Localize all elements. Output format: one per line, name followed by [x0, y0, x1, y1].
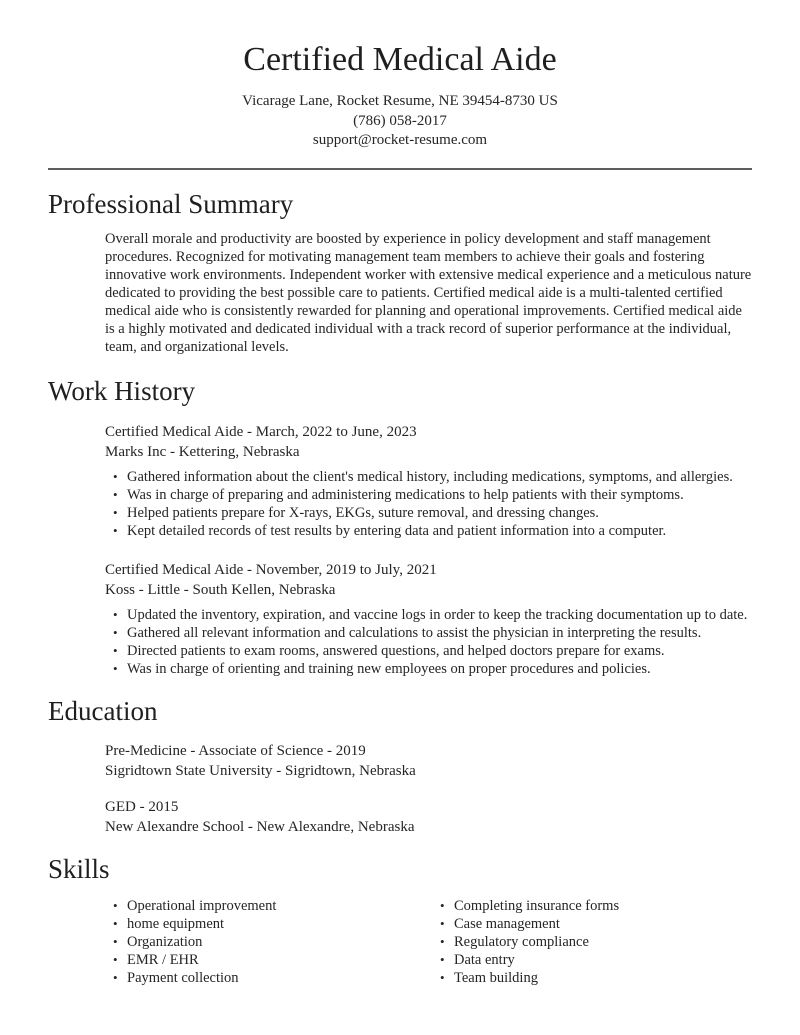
job-duty: • Helped patients prepare for X-rays, EKGs, suture removal, and dressing changes. — [105, 504, 752, 522]
work-history-heading: Work History — [48, 375, 196, 406]
section-professional-summary — [48, 188, 752, 356]
job-duty: • Was in charge of preparing and administering medications to help patients with their symptoms. — [105, 486, 752, 504]
skills-list-right — [432, 897, 752, 987]
skill-item: • Case management — [432, 915, 752, 933]
contact-email: support@rocket-resume.com — [312, 132, 488, 148]
skills-list-left — [105, 897, 432, 987]
header-divider — [48, 168, 752, 170]
summary-paragraph: Overall morale and productivity are boosted by experience in policy development and staff management procedures. Recognized for motivating management team members to achieve their goals and fostering innovative work environments. Independent worker with extensive medical experience and a meticulous nature dedicated to providing the best possible care to patients. Certified medical aide is a multi-talented certified medical aide who is consistently rewarded for planning and operational improvements. Certified medical aide is a highly motivated and dedicated individual with a track record of superior performance at the individual, team, and organizational levels. — [105, 230, 752, 355]
education-school-line: New Alexandre School - New Alexandre, Nebraska — [105, 819, 415, 835]
job-duties-list — [105, 468, 752, 540]
job-title-line: Certified Medical Aide - March, 2022 to June, 2023 — [105, 423, 417, 440]
education-heading: Education — [48, 695, 158, 726]
contact-phone: (786) 058-2017 — [353, 112, 447, 129]
job-entry — [105, 560, 752, 678]
skills-columns — [105, 892, 752, 987]
summary-heading: Professional Summary — [48, 188, 294, 219]
education-entry — [105, 797, 752, 838]
skill-item: • Team building — [432, 969, 752, 987]
skill-item: • Operational improvement — [105, 897, 432, 915]
skill-item: • home equipment — [105, 915, 432, 933]
job-duty: • Kept detailed records of test results by entering data and patient information into a computer. — [105, 522, 752, 540]
job-duty: • Directed patients to exam rooms, answered questions, and helped doctors prepare for exams. — [105, 642, 752, 660]
job-title-line: Certified Medical Aide - November, 2019 to July, 2021 — [105, 561, 437, 578]
skill-item: • Data entry — [432, 951, 752, 969]
job-employer-line: Koss - Little - South Kellen, Nebraska — [105, 582, 336, 598]
skill-item: • Regulatory compliance — [432, 933, 752, 951]
contact-block — [48, 92, 752, 151]
job-duty: • Updated the inventory, expiration, and vaccine logs in order to keep the tracking documentation up to date. — [105, 606, 752, 624]
skill-item: • Completing insurance forms — [432, 897, 752, 915]
education-entry — [105, 741, 752, 782]
page-title: Certified Medical Aide — [243, 41, 557, 78]
section-work-history — [48, 375, 752, 678]
skills-heading: Skills — [48, 853, 110, 884]
job-duty: • Gathered all relevant information and calculations to assist the physician in interpreting the results. — [105, 624, 752, 642]
contact-address: Vicarage Lane, Rocket Resume, NE 39454-8730 US — [242, 93, 558, 109]
job-employer-line: Marks Inc - Kettering, Nebraska — [105, 444, 300, 460]
education-degree-line: GED - 2015 — [105, 798, 179, 815]
job-duty: • Was in charge of orienting and training new employees on proper procedures and policies. — [105, 660, 752, 678]
resume-header — [48, 40, 752, 151]
job-duties-list — [105, 606, 752, 678]
section-education — [48, 695, 752, 838]
section-skills — [48, 853, 752, 987]
education-school-line: Sigridtown State University - Sigridtown, Nebraska — [105, 763, 416, 779]
education-degree-line: Pre-Medicine - Associate of Science - 2019 — [105, 742, 366, 759]
skill-item: • Payment collection — [105, 969, 432, 987]
job-entry — [105, 422, 752, 540]
job-duty: • Gathered information about the client's medical history, including medications, symptoms, and allergies. — [105, 468, 752, 486]
skill-item: • EMR / EHR — [105, 951, 432, 969]
skill-item: • Organization — [105, 933, 432, 951]
